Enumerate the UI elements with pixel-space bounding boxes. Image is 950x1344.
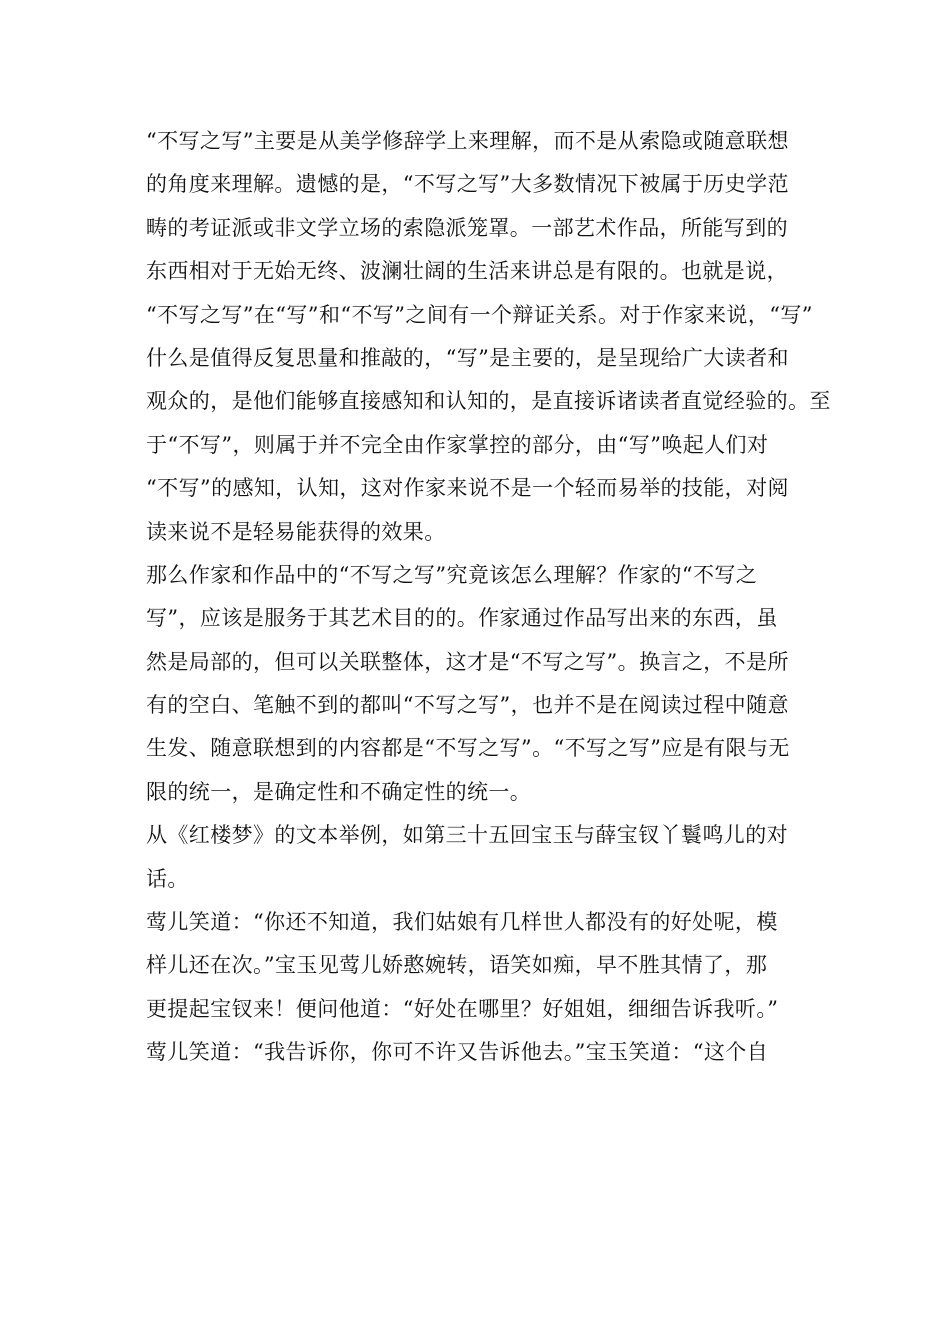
text-line: 那么作家和作品中的“不写之写”究竟该怎么理解？作家的“不写之 xyxy=(146,562,758,587)
text-line: 然是局部的，但可以关联整体，这才是“不写之写”。换言之，不是所 xyxy=(146,649,789,674)
text-line: 什么是值得反复思量和推敲的，“写”是主要的，是呈现给广大读者和 xyxy=(146,345,789,370)
text-line: “不写”的感知，认知，这对作家来说不是一个轻而易举的技能，对阅 xyxy=(146,476,789,501)
text-line: 有的空白、笔触不到的都叫“不写之写”，也并不是在阅读过程中随意 xyxy=(146,693,789,718)
text-line: 样儿还在次。”宝玉见莺儿娇憨婉转，语笑如痴，早不胜其情了，那 xyxy=(146,953,768,978)
text-line: 更提起宝钗来！便问他道：“好处在哪里？好姐姐，细细告诉我听。” xyxy=(146,996,779,1021)
text-line: 生发、随意联想到的内容都是“不写之写”。“不写之写”应是有限与无 xyxy=(146,736,790,761)
text-line: 读来说不是轻易能获得的效果。 xyxy=(146,519,446,544)
text-line: 写”，应该是服务于其艺术目的的。作家通过作品写出来的东西，虽 xyxy=(146,606,778,631)
text-line: 话。 xyxy=(146,866,189,891)
text-line: 莺儿笑道：“你还不知道，我们姑娘有几样世人都没有的好处呢，模 xyxy=(146,910,778,935)
text-line: 的角度来理解。遗憾的是，“不写之写”大多数情况下被属于历史学范 xyxy=(146,172,789,197)
text-line: 畴的考证派或非文学立场的索隐派笼罩。一部艺术作品，所能写到的 xyxy=(146,215,788,240)
text-line: 观众的，是他们能够直接感知和认知的，是直接诉诸读者直觉经验的。至 xyxy=(146,389,831,414)
text-line: 于“不写”，则属于并不完全由作家掌控的部分，由“写”唤起人们对 xyxy=(146,432,769,457)
text-line: “不写之写”主要是从美学修辞学上来理解，而不是从索隐或随意联想 xyxy=(146,129,789,153)
text-line: 莺儿笑道：“我告诉你，你可不许又告诉他去。”宝玉笑道：“这个自 xyxy=(146,1040,769,1065)
text-line: 东西相对于无始无终、波澜壮阔的生活来讲总是有限的。也就是说， xyxy=(146,259,788,284)
text-line: 从《红楼梦》的文本举例，如第三十五回宝玉与薛宝钗丫鬟鸣儿的对 xyxy=(146,823,788,848)
text-line: 限的统一，是确定性和不确定性的统一。 xyxy=(146,779,532,804)
text-line: “不写之写”在“写”和“不写”之间有一个辩证关系。对于作家来说，“写” xyxy=(146,302,813,327)
body-text xyxy=(146,120,831,1075)
